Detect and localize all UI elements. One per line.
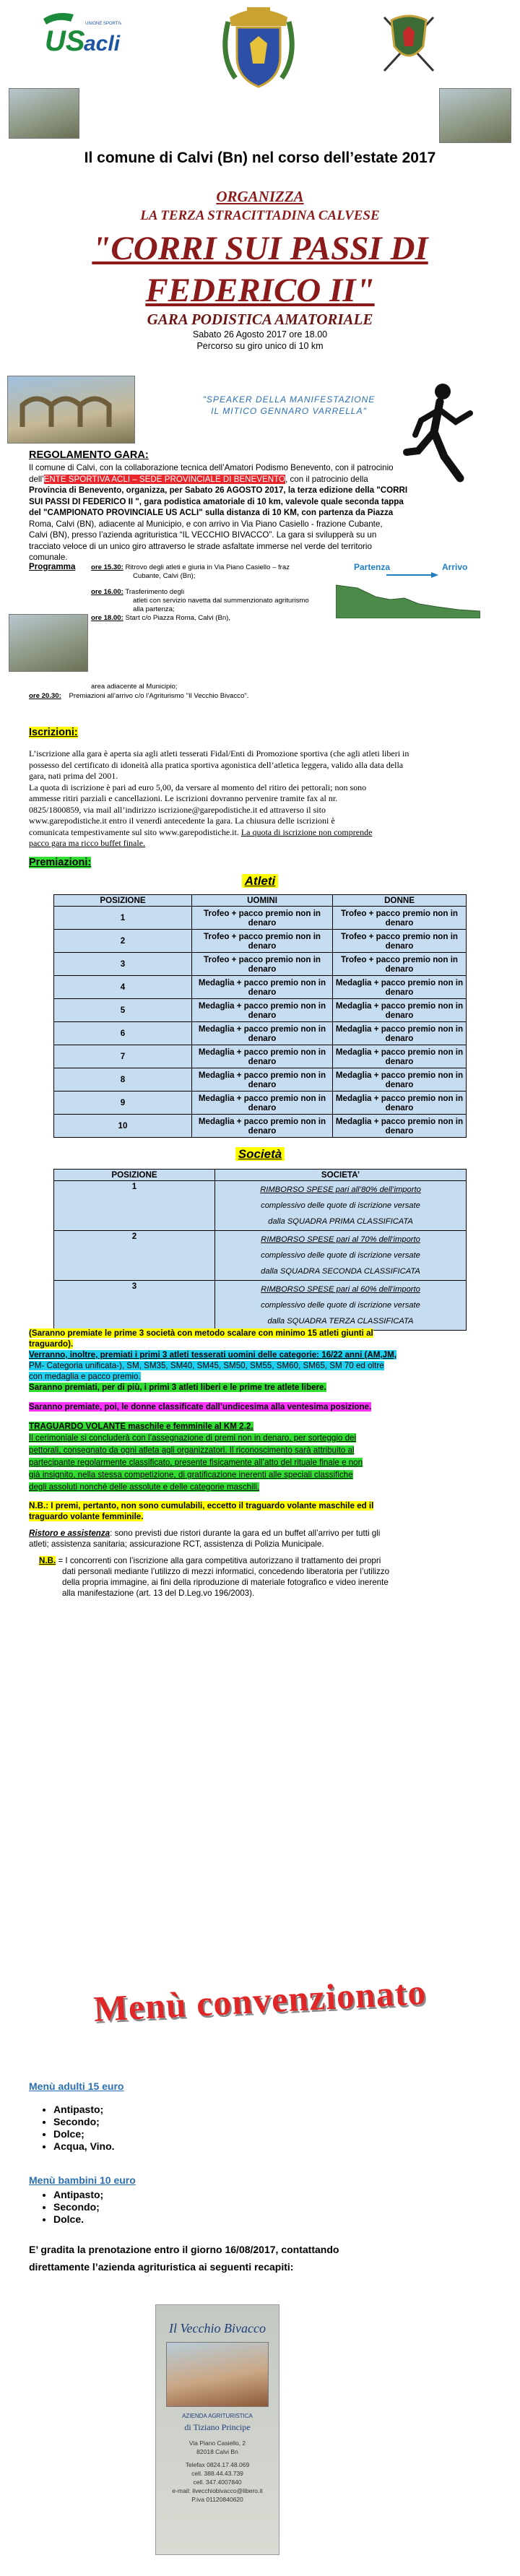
card-name: Il Vecchio Bivacco (169, 2321, 266, 2335)
position-cell: 2 (54, 930, 192, 953)
card-piva: P.iva 01120840620 (191, 2496, 243, 2503)
prog-text: alla partenza; (133, 605, 175, 613)
iscrizioni-line: pacco gara ma ricco buffet finale. (29, 838, 146, 848)
regolamento-line (29, 474, 495, 485)
uomini-prize-cell: Medaglia + pacco premio non in denaro (192, 976, 333, 999)
uomini-prize-cell: Medaglia + pacco premio non in denaro (192, 1045, 333, 1068)
donne-prize-cell: Medaglia + pacco premio non in denaro (333, 1045, 467, 1068)
position-cell: 10 (54, 1115, 192, 1138)
uomini-prize-cell: Trofeo + pacco premio non in denaro (192, 953, 333, 976)
table-row (54, 999, 467, 1022)
regolamento-fragment: dell’ (29, 474, 44, 484)
verranno-line: PM- Categoria unificata-), SM, SM35, SM40, SM45, SM50, SM55, SM60, SM65, SM 70 ed oltre (29, 1361, 384, 1370)
saranno-line: traguardo). (29, 1339, 74, 1349)
menu-title: Menù convenzionato (92, 1971, 428, 2030)
societa-prize-cell (215, 1231, 467, 1281)
list-item: • Secondo; (53, 2201, 103, 2213)
regolamento-heading: REGOLAMENTO GARA: (29, 449, 149, 461)
card-address: Via Piano Casiello, 2 (188, 2439, 246, 2447)
atleti-heading: Atleti (242, 874, 279, 888)
uomini-prize-cell: Medaglia + pacco premio non in denaro (192, 1068, 333, 1092)
table-header: UOMINI (192, 895, 333, 907)
donne-prize-cell: Trofeo + pacco premio non in denaro (333, 907, 467, 930)
regolamento-line: Provincia di Benevento, organizza, per Sabato 26 AGOSTO 2017, la terza edizione della "CORRI (29, 485, 408, 495)
regolamento-line: comunale. (29, 553, 68, 562)
uomini-prize-cell: Medaglia + pacco premio non in denaro (192, 999, 333, 1022)
table-row (54, 1092, 467, 1115)
societa-table-body (54, 1181, 467, 1331)
position-cell: 4 (54, 976, 192, 999)
nb2-line: dati personali mediante l’utilizzo di mezzi informatici, concedendo liberatoria per l’utilizzo (62, 1567, 390, 1576)
list-item: • Dolce. (53, 2213, 103, 2226)
speaker-line2: IL MITICO GENNARO VARRELLA" (211, 406, 367, 416)
position-cell: 1 (54, 1181, 215, 1231)
calvi-crest-icon (214, 6, 303, 91)
gara-heading: GARA PODISTICA AMATORIALE (147, 311, 373, 328)
iscrizioni-heading: Iscrizioni: (29, 727, 78, 738)
regolamento-line: tracciato veloce di un unico giro attraverso le strade asfaltate immerse nel verde del territorio (29, 541, 372, 551)
position-cell: 5 (54, 999, 192, 1022)
ristoro-text: : sono previsti due ristori durante la gara ed un buffet all’arrivo per tutti gli (110, 1529, 381, 1538)
table-header: POSIZIONE (54, 895, 192, 907)
cerimoniale-line: partecipante regolarmente classificato, presente fisicamente all’atto del rituale finale e non (29, 1458, 363, 1467)
prog-text: Premiazioni all’arrivo c/o l’Agriturismo "Il Vecchio Bivacco". (69, 692, 249, 700)
elevation-profile-chart (336, 572, 480, 618)
prize-line: complessivo delle quote di iscrizione versate (261, 1301, 420, 1310)
uomini-prize-cell: Medaglia + pacco premio non in denaro (192, 1115, 333, 1138)
town-square-photo (9, 614, 88, 672)
position-cell: 2 (54, 1231, 215, 1281)
farmhouse-photo (166, 2342, 269, 2407)
donne-line: Saranno premiate, poi, le donne classificate dall’undicesima alla ventesima posizione. (29, 1402, 372, 1412)
donne-prize-cell: Trofeo + pacco premio non in denaro (333, 953, 467, 976)
arrivo-label: Arrivo (442, 562, 468, 572)
prog-time: ore 20.30: (29, 692, 61, 700)
cerimoniale-line: Il cerimoniale si concluderà con l’assegnazione di premi non in denaro, per sorteggio dei (29, 1433, 357, 1443)
regolamento-text (29, 462, 495, 563)
iscrizioni-line: gara, nati prima del 2001. (29, 771, 118, 781)
event-percorso: Percorso su giro unico di 10 km (196, 341, 324, 351)
iscrizioni-text (29, 748, 490, 850)
position-cell: 6 (54, 1022, 192, 1045)
iscrizioni-line: www.garepodistiche.it entro il venerdì antecedente la gara. La chiusura delle iscrizioni è (29, 816, 335, 826)
societa-heading: Società (235, 1147, 285, 1161)
card-email: e-mail: ilvecchiobivacco@libero.it (172, 2487, 263, 2494)
prog-time: ore 16.00: (91, 588, 124, 596)
prog-text: Start c/o Piazza Roma, Calvi (Bn), (125, 614, 231, 622)
regolamento-line: Calvi (BN), presso l’azienda agrituristica “IL VECCHIO BIVACCO”. La gara si svilupperà su un (29, 530, 377, 540)
position-cell: 3 (54, 1281, 215, 1331)
table-header: SOCIETA’ (215, 1170, 467, 1181)
uomini-prize-cell: Medaglia + pacco premio non in denaro (192, 1092, 333, 1115)
table-row (54, 976, 467, 999)
table-row (54, 1022, 467, 1045)
page-title: Il comune di Calvi (Bn) nel corso dell’estate 2017 (84, 150, 436, 166)
iscrizioni-fragment: La quota di iscrizione non comprende (240, 826, 373, 837)
donne-prize-cell: Medaglia + pacco premio non in denaro (333, 1092, 467, 1115)
card-owner: di Tiziano Principe (184, 2422, 251, 2432)
card-phone: cell. 347.4007840 (193, 2478, 242, 2486)
organizza-heading: ORGANIZZA (216, 188, 304, 205)
table-row (54, 953, 467, 976)
nb2-line: della propria immagine, ai fini della riproduzione di materiale fotografico e video inerente (62, 1578, 389, 1587)
us-acli-logo (42, 9, 121, 61)
regolamento-fragment: , con il patrocinio della (285, 474, 368, 484)
programma-label: Programma (29, 562, 76, 571)
atleti-heading-wrap (0, 874, 520, 889)
table-header: DONNE (333, 895, 467, 907)
table-header: POSIZIONE (54, 1170, 215, 1181)
nb2-line (29, 1555, 491, 1566)
table-row (54, 1068, 467, 1092)
table-row (54, 1281, 467, 1331)
cerimoniale-line: pettorali, consegnato da ogni atleta agli organizzatori. Il riconoscimento sarà attribuito al (29, 1445, 355, 1455)
regolamento-line: Il comune di Calvi, con la collaborazione tecnica dell’Amatori Podismo Benevento, con il patrocinio (29, 463, 394, 472)
military-emblem-icon (381, 10, 436, 75)
verranno-line (29, 1350, 396, 1360)
uomini-prize-cell: Medaglia + pacco premio non in denaro (192, 1022, 333, 1045)
acli-highlight: ENTE SPORTIVA ACLI – SEDE PROVINCIALE DI BENEVENTO (43, 474, 286, 484)
prog-area: area adiacente al Municipio; (91, 683, 178, 691)
card-phone: cell. 388.44.43.739 (191, 2470, 243, 2477)
list-item: • Secondo; (53, 2116, 115, 2128)
race-name-line1: "CORRI SUI PASSI DI (92, 230, 428, 267)
societa-heading-wrap (0, 1147, 520, 1162)
nb2-line: alla manifestazione (art. 13 del D.Leg.vo 196/2003). (62, 1589, 255, 1598)
menu-adulti-list (29, 2104, 115, 2153)
atleti-prize-table (53, 894, 467, 1138)
regolamento-line: Roma, Calvi (BN), adiacente al Municipio, e con arrivo in Via Piano Casiello - frazione Cubante, (29, 519, 383, 529)
traguardo-line: TRAGUARDO VOLANTE maschile e femminile al KM 2,2. (29, 1422, 254, 1431)
agriturismo-card (155, 2304, 280, 2555)
uomini-prize-cell: Trofeo + pacco premio non in denaro (192, 930, 333, 953)
prize-line: RIMBORSO SPESE pari all’80% dell’importo (260, 1185, 421, 1194)
table-row (54, 1231, 467, 1281)
prize-line: dalla SQUADRA TERZA CLASSIFICATA (267, 1317, 414, 1326)
partenza-label: Partenza (354, 562, 391, 572)
prog-text: Ritrovo degli atleti e giuria in Via Piano Casiello – fraz (125, 563, 290, 571)
donne-prize-cell: Medaglia + pacco premio non in denaro (333, 999, 467, 1022)
societa-prize-cell (215, 1181, 467, 1231)
atleti-table-body (54, 907, 467, 1138)
list-item: • Antipasto; (53, 2189, 103, 2201)
donne-prize-cell: Trofeo + pacco premio non in denaro (333, 930, 467, 953)
cerimoniale-line: degli assoluti nonché delle assolute e delle categorie maschili. (29, 1482, 260, 1492)
ristoro-label: Ristoro e assistenza (29, 1529, 110, 1538)
prenotazione-line: direttamente l’azienda agrituristica ai seguenti recapiti: (29, 2261, 294, 2273)
prenotazione-text (29, 2241, 493, 2275)
prog-time: ore 15.30: (91, 563, 124, 571)
prenotazione-line: E’ gradita la prenotazione entro il giorno 16/08/2017, contattando (29, 2244, 339, 2255)
race-name-line2: FEDERICO II" (145, 272, 375, 309)
iscrizioni-fragment: comunicata tempestivamente sul sito www.garepodistiche.it. (29, 826, 239, 837)
prog-text: Trasferimento degli (125, 588, 185, 596)
donne-prize-cell: Medaglia + pacco premio non in denaro (333, 1115, 467, 1138)
regolamento-line: del "CAMPIONATO PROVINCIALE US ACLI" sulla distanza di 10 KM, con partenza da Piazza (29, 508, 394, 517)
list-item: • Acqua, Vino. (53, 2140, 115, 2153)
donne-prize-cell: Medaglia + pacco premio non in denaro (333, 1068, 467, 1092)
logo-small-text: UNIONE SPORTIVA (85, 22, 121, 26)
iscrizioni-line: La quota di iscrizione è pari ad euro 5,00, da versare al momento del ritiro dei pettorali; non sono (29, 782, 367, 792)
donne-prize-cell: Medaglia + pacco premio non in denaro (333, 976, 467, 999)
iscrizioni-line: ammesse ritiri parziali e cancellazioni. Le iscrizioni dovranno pervenire tramite fax al nr. (29, 793, 338, 803)
saranno-line: (Saranno premiate le prime 3 società con metodo scalare con minimo 15 atleti giunti al (29, 1328, 373, 1338)
aqueduct-ruins-photo (7, 376, 135, 444)
nb2-text: = I concorrenti con l’iscrizione alla gara competitiva autorizzano il trattamento dei propri (58, 1556, 381, 1565)
calvi-village-photo (9, 88, 79, 139)
table-row (54, 1181, 467, 1231)
stracittadina-heading: LA TERZA STRACITTADINA CALVESE (140, 208, 380, 223)
svg-text:acli: acli (84, 32, 121, 56)
nb-line: traguardo volante femminile. (29, 1512, 144, 1521)
liberi-line: Saranno premiati, per di più, i primi 3 atleti liberi e le prime tre atlete libere. (29, 1383, 326, 1392)
menu-bambini-list (29, 2189, 103, 2226)
speaker-line1: "SPEAKER DELLA MANIFESTAZIONE (202, 394, 376, 405)
menu-bambini-heading: Menù bambini 10 euro (29, 2174, 136, 2186)
verranno-fragment: Verranno, inoltre, premiati i primi 3 atleti tesserati uomini delle categorie: 16/22 anni (AM,JM, (29, 1350, 396, 1360)
card-address: 82018 Calvi Bn (196, 2448, 238, 2455)
castle-ruins-photo (439, 88, 511, 143)
prog-text: atleti con servizio navetta dal summenzionato agriturismo (133, 597, 309, 605)
svg-text:US: US (45, 25, 85, 57)
donne-prize-cell: Medaglia + pacco premio non in denaro (333, 1022, 467, 1045)
verranno-line: con medaglia e pacco premio. (29, 1372, 141, 1381)
prize-line: dalla SQUADRA PRIMA CLASSIFICATA (268, 1217, 413, 1226)
prog-text: Cubante, Calvi (Bn); (133, 572, 196, 580)
table-row (54, 1115, 467, 1138)
iscrizioni-line: L’iscrizione alla gara è aperta sia agli atleti tesserati Fidal/Enti di Promozione sportiva (che agli atleti liberi in (29, 748, 410, 758)
uomini-prize-cell: Trofeo + pacco premio non in denaro (192, 907, 333, 930)
position-cell: 1 (54, 907, 192, 930)
position-cell: 7 (54, 1045, 192, 1068)
card-sub: AZIENDA AGRITURISTICA (182, 2413, 253, 2419)
ristoro-line: atleti; assistenza sanitaria; assicurazione RCT, assistenza di Polizia Municipale. (29, 1539, 324, 1549)
societa-prize-cell (215, 1281, 467, 1331)
nb-line: N.B.: I premi, pertanto, non sono cumulabili, eccetto il traguardo volante maschile ed il (29, 1501, 374, 1510)
position-cell: 8 (54, 1068, 192, 1092)
prize-line: RIMBORSO SPESE pari al 70% dell’importo (261, 1235, 420, 1244)
societa-prize-table (53, 1169, 467, 1331)
premiazioni-heading: Premiazioni: (29, 857, 92, 868)
cerimoniale-line: già insignito, nella stessa competizione, di gratificazione inerenti alle speciali classifiche (29, 1470, 353, 1479)
list-item: • Antipasto; (53, 2104, 115, 2116)
prize-line: complessivo delle quote di iscrizione versate (261, 1201, 420, 1210)
iscrizioni-line: 0825/1800859, via mail all’indirizzo iscrizione@garepodistiche.it ed attraverso il sito (29, 804, 326, 815)
position-cell: 9 (54, 1092, 192, 1115)
nb2-label: N.B. (39, 1556, 56, 1565)
table-row (54, 1045, 467, 1068)
programma-list (91, 563, 322, 623)
regolamento-line: SUI PASSI DI FEDERICO II ", gara podistica amatoriale di 10 km, valevole quale seconda tappa (29, 496, 404, 506)
table-row (54, 930, 467, 953)
prize-line: dalla SQUADRA SECONDA CLASSIFICATA (261, 1267, 420, 1276)
iscrizioni-line: possesso del certificato di idoneità alla pratica sportiva agonistica dell’atletica leggera, valido alla data della (29, 759, 404, 770)
prize-line: RIMBORSO SPESE pari al 60% dell’importo (261, 1285, 420, 1294)
menu-adulti-heading: Menù adulti 15 euro (29, 2080, 124, 2092)
card-phone: Telefax 0824.17.48.069 (185, 2461, 250, 2468)
table-row (54, 907, 467, 930)
list-item: • Dolce; (53, 2128, 115, 2140)
prize-line: complessivo delle quote di iscrizione versate (261, 1251, 420, 1260)
prog-time: ore 18.00: (91, 614, 124, 622)
iscrizioni-line (29, 827, 490, 839)
ristoro-line (29, 1528, 491, 1539)
event-date: Sabato 26 Agosto 2017 ore 18.00 (192, 329, 328, 340)
position-cell: 3 (54, 953, 192, 976)
notes-block (29, 1328, 491, 1599)
